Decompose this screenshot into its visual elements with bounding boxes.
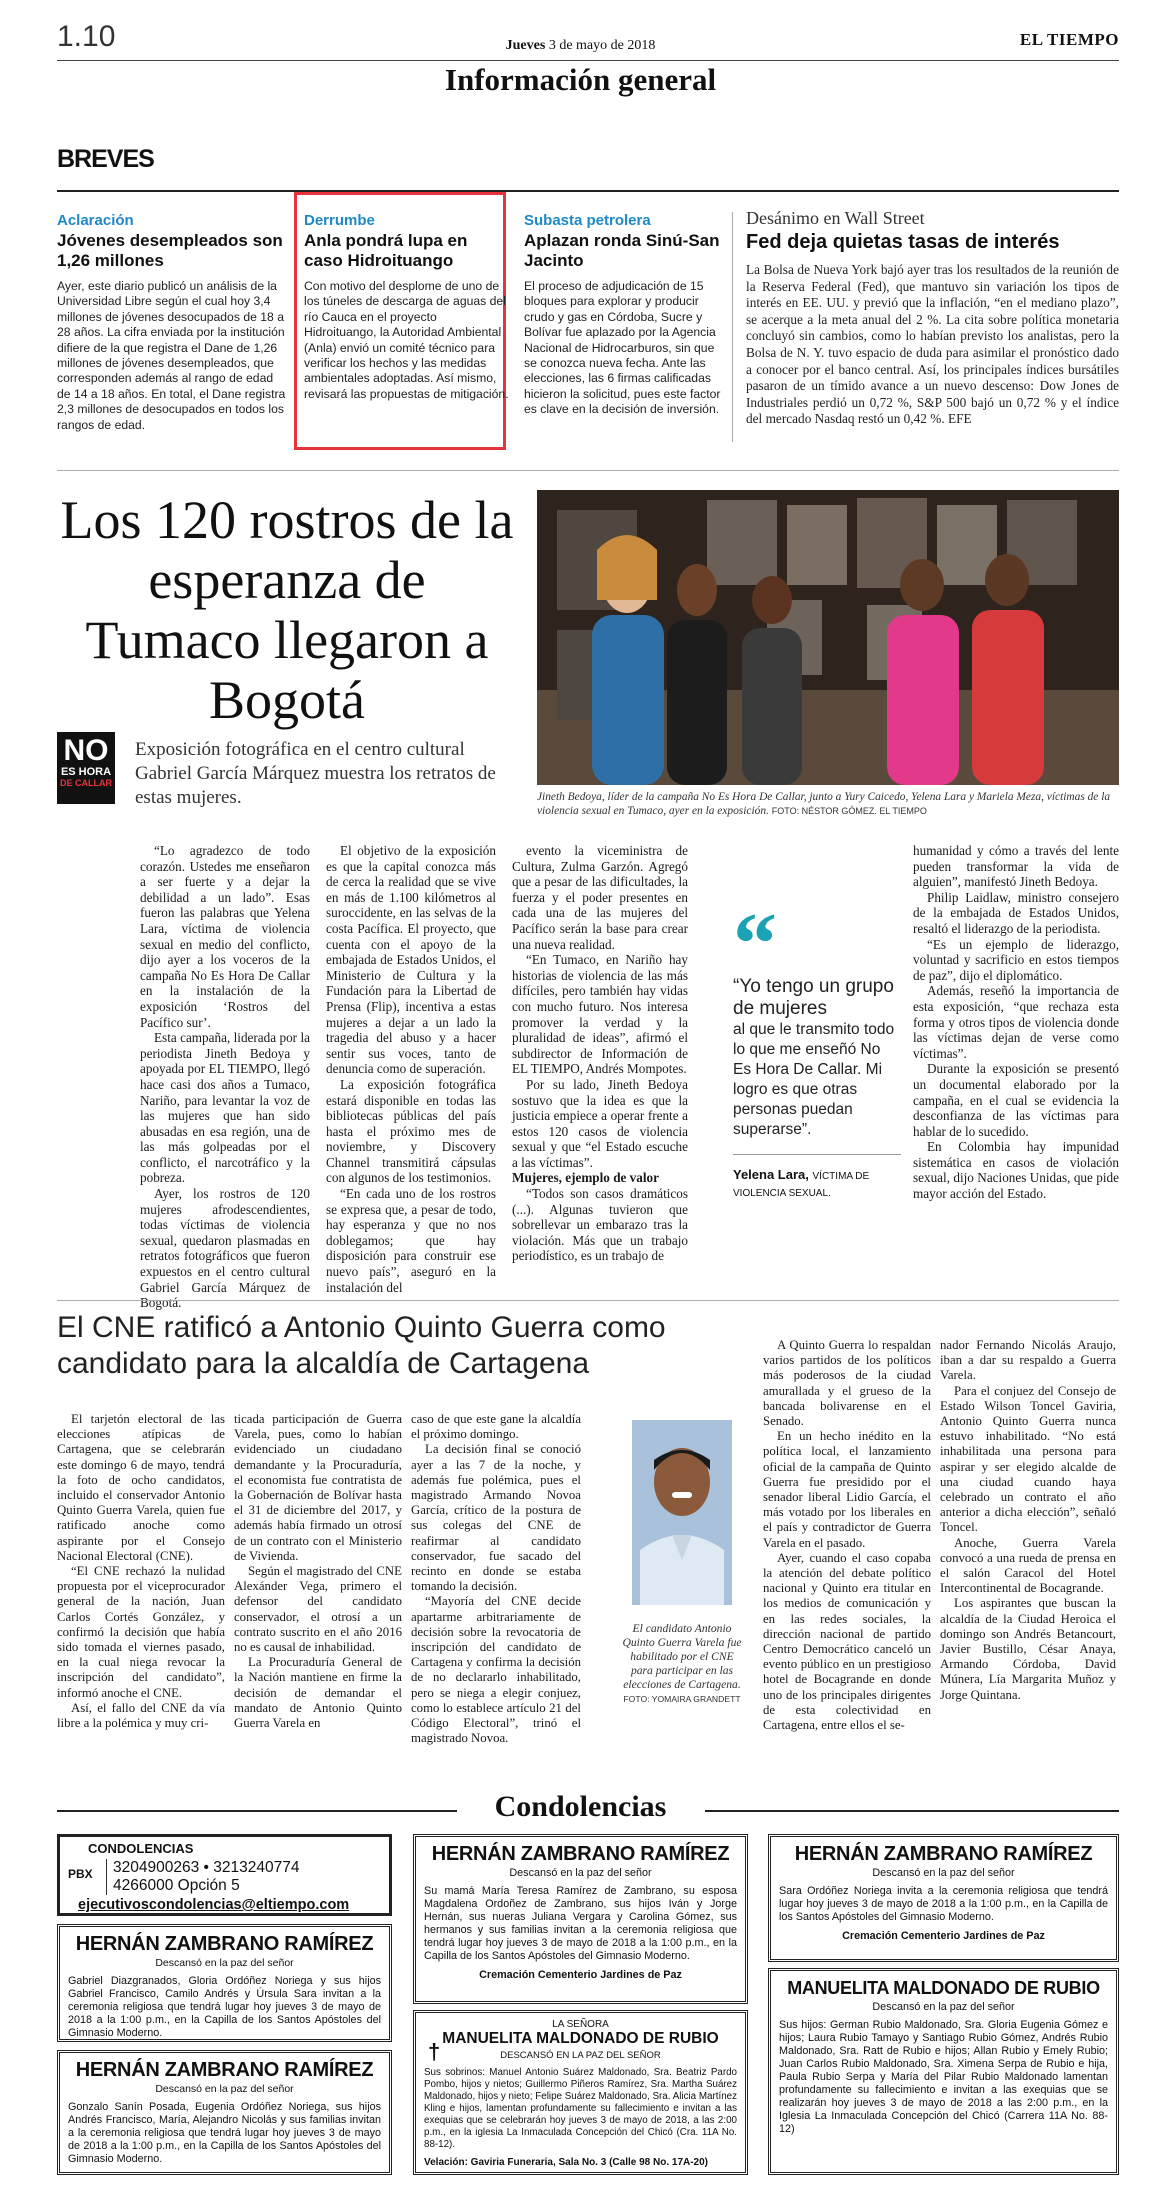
feature-subtitle: Exposición fotográfica en el centro cultural Gabriel García Márquez muestra los retratos de estas mujeres. <box>135 739 496 808</box>
obituary-label: LA SEÑORA <box>552 2019 609 2030</box>
brief-separator <box>732 212 733 442</box>
paragraph: La Procuraduría General de la Nación mantiene en firme la decisión de demandar el mandato de Antonio Quinto Guerra Varela en <box>234 1655 402 1731</box>
quote-icon: “ <box>733 896 777 993</box>
paragraph: Además, reseñó la importancia de esta exposición, “que rechaza esta forma y otros tipos de violencia donde las víctimas dejan de verse como víctimas”. <box>913 983 1119 1061</box>
logo-line-1: NO <box>63 734 109 767</box>
brief-body: La Bolsa de Nueva York bajó ayer tras los resultados de la reunión de la Reserva Federal (Fed), que mantuvo sin variación los tipos de interés en EE. UU. y previó que la inflación, “en el mediano plazo”, se acerque a la meta anual del 2 %. La cita sobre política monetaria concluyó sin cambios, como lo habían previsto los analistas, pero la Bolsa de N. Y. tuvo espacio de duda para asimilar el pronóstico dado a conocer por el banco central. Así, los principales índices bursátiles pasaron de un tímido avance a un nuevo descenso: Dow Jones de Industriales perdió un 0,72 %, S&P 500 bajó un 0,72 % y el índice del mercado Nasdaq restó un 0,42 %. EFE <box>746 262 1119 427</box>
obituary-text: Sus sobrinos: Manuel Antonio Suárez Maldonado, Sra. Beatriz Pardo Pombo, hijos y nietos; Guillermo Piñeros Ramírez, Sra. Martha Suárez Maldonado, hijos y nieto; Felipe Suárez Maldonado, Sra. Alicia Martínez Kling e hijos, lamentan profundamente su fallecimiento e invitan a las exequias que se celebrarán hoy jueves 3 de mayo de 2018, a las 2:00 p.m., en la iglesia La Inmaculada Concepción del Chicó (Cra. 11A No. 88-12). <box>424 2067 737 2150</box>
header-rule <box>57 60 1119 61</box>
paragraph: A Quinto Guerra lo respaldan varios partidos de los políticos más poderosos de la ciudad amurallada y el grueso de la bancada bolivarense en el Senado. <box>763 1338 931 1429</box>
obituary-text: Gabriel Diazgranados, Gloria Ordóñez Noriega y sus hijos Gabriel Francisco, Camilo Andrés y Úrsula Sara invitan a la ceremonia religiosa que tendrá lugar hoy jueves 3 de mayo de 2018 a la 1:00 p.m., en la Capilla de los Santos Apóstoles del Gimnasio Moderno. <box>68 1975 381 2039</box>
obituary-name: HERNÁN ZAMBRANO RAMÍREZ <box>431 1843 730 1865</box>
paragraph: Durante la exposición se presentó un documental elaborado por la campaña, en el cual se evidencia la desconfianza de las víctimas para hablar de lo sucedido. <box>913 1061 1119 1139</box>
photo-credit: FOTO: NÉSTOR GÓMEZ. EL TIEMPO <box>771 806 927 816</box>
date-day: Jueves <box>505 38 546 53</box>
paragraph: Ayer, cuando el caso copaba la atención del debate político nacional y Quinto era titular en los medios de comunicación y en las redes sociales, la dirección nacional de partido Centro Democrático canceló un evento público en un prestigioso hotel de Bocagrande en donde uno de los principales dirigentes de esta colectividad en Cartagena, entre ellos el se- <box>763 1550 931 1733</box>
obituary-rest: Descansó en la paz del señor <box>872 2001 1015 2013</box>
no-es-hora-logo <box>57 732 115 804</box>
obituary-notice <box>413 2010 748 2175</box>
paragraph: Así, el fallo del CNE da vía libre a la polémica y muy cri- <box>57 1700 225 1731</box>
quote-text: al que le transmito todo lo que me enseñó No Es Hora De Callar. Mi logro es que otras personas puedan superarse”. <box>733 1021 895 1138</box>
exhibition-photo <box>537 490 1119 785</box>
candidate-photo <box>632 1420 732 1605</box>
brief-kicker: Desánimo en Wall Street <box>746 208 925 228</box>
pbx-label: PBX <box>68 1867 93 1881</box>
contact-phones <box>106 1859 299 1895</box>
obituary-notice <box>57 1924 392 2042</box>
obituary-rest: Descansó en la paz del señor <box>155 2083 294 2095</box>
article-rule <box>57 1300 1119 1301</box>
brief-body: Ayer, este diario publicó un análisis de la Universidad Libre según el cual hoy 3,4 millones de jóvenes desocupados de 18 a 28 años. La cifra enviada por la institución difiere de la que registra el Dane de 1,26 millones de jóvenes desempleados, que corresponden además al rango de edad de 14 a 18 años. En total, el Dane registra 2,3 millones de desocupados en todos los rangos de edad. <box>57 279 286 432</box>
breves-title: BREVES <box>57 145 154 173</box>
date-rest: 3 de mayo de 2018 <box>548 38 656 53</box>
paragraph: nador Fernando Nicolás Araujo, iban a dar su respaldo a Guerra Varela. <box>940 1338 1116 1383</box>
paragraph: “Mayoría del CNE decide apartarme arbitrariamente de decisión sobre la revocatoria de inscripción del candidato de Cartagena y confirma la decisión de no declararlo inhabilitado, pero se niega a elegir conjuez, como lo establece artículo 21 del Código Electoral”, trinó el magistrado Novoa. <box>411 1594 581 1746</box>
condolencias-contact-box <box>57 1834 392 1916</box>
breves-bottom-rule <box>57 470 1119 471</box>
obituary-place: Cremación Cementerio Jardines de Paz <box>842 1930 1045 1942</box>
paragraph: El tarjetón electoral de las elecciones atípicas de Cartagena, que se celebrarán este domingo 6 de mayo, tendrá la foto de ocho candidatos, incluido el conservador Antonio Quinto Guerra Varela, quien fue ratificado anoche como aspirante por el Consejo Nacional Electoral (CNE). <box>57 1412 225 1563</box>
obituary-text: Sara Ordóñez Noriega invita a la ceremonia religiosa que tendrá lugar hoy jueves 3 de mayo de 2018 a la 1:00 p.m., en la Capilla de los Santos Apóstoles del Gimnasio Moderno. <box>779 1885 1108 1923</box>
obituary-text: Gonzalo Sanín Posada, Eugenia Ordóñez Noriega, sus hijos Andrés Francisco, María, Alejandro Nicolás y sus familias invitan a la ceremonia religiosa que tendrá lugar hoy jueves 3 de mayo de 2018 a la 1:00 p.m., en la Capilla de los Santos Apóstoles del Gimnasio Moderno. <box>68 2101 381 2165</box>
paragraph: “Todos son casos dramáticos (...). Algunas tuvieron que sobrellevar un embarazo tras la violación. Más que un trabajo periodístico, es un trabajo de <box>512 1186 688 1264</box>
brief-body: Con motivo del desplome de uno de los túneles de descarga de aguas del río Cauca en el proyecto Hidroituango, la Autoridad Ambiental (Anla) envió un comité técnico para verificar los hechos y las medidas ambientales adoptadas. Así mismo, revisará las propuestas de mitigación. <box>304 279 509 401</box>
paragraph: “En Tumaco, en Nariño hay historias de violencia de las más difíciles, pero también hay vidas con mucho futuro. Nos interesa promover la verdad y la pluralidad de ideas”, afirmó el subdirector de Información de EL TIEMPO, Andrés Mompotes. <box>512 952 688 1077</box>
paragraph: caso de que este gane la alcaldía el próximo domingo. <box>411 1412 581 1442</box>
page-date <box>0 38 1161 54</box>
brief-item-wallstreet <box>746 208 1119 428</box>
photo-caption-text: Jineth Bedoya, líder de la campaña No Es Hora De Callar, junto a Yury Caicedo, Yelena Lara y Mariela Meza, víctimas de la violencia sexual en Tumaco, ayer en la exposición. <box>537 791 1111 817</box>
quote-attribution <box>733 1154 901 1201</box>
brief-headline: Fed deja quietas tasas de interés <box>746 231 1060 253</box>
paragraph: Ayer, los rostros de 120 mujeres afrodescendientes, todas víctimas de violencia sexual, quedaron plasmadas en retratos fotográficos que fueron expuestos en el centro cultural Gabriel García Márquez de Bogotá. <box>140 1186 310 1311</box>
paragraph: Para el conjuez del Consejo de Estado Wilson Toncel Gaviria, Antonio Quinto Guerra nunca estuvo inhabilitado. “No está inhabilitada una persona para aspirar y ser elegido alcalde de una ciudad cuando haya celebrado un contrato el año anterior a dicha elección”, señaló Toncel. <box>940 1383 1116 1535</box>
obituary-name: MANUELITA MALDONADO DE RUBIO <box>787 1978 1100 1998</box>
contact-email[interactable]: ejecutivoscondolencias@eltiempo.com <box>78 1897 350 1913</box>
obituary-name: HERNÁN ZAMBRANO RAMÍREZ <box>75 2059 374 2081</box>
logo-line-2: ES HORA <box>60 766 112 778</box>
obituary-rest: Descansó en la paz del señor <box>509 1867 652 1879</box>
obituary-rest: Descansó en la paz del señor <box>155 1957 294 1969</box>
feature-column-3 <box>512 843 688 1264</box>
obituary-text: Su mamá María Teresa Ramírez de Zambrano, su esposa Magdalena Ordoñez de Zambrano, sus hijos Iván y Jorge Hernán, sus nueras Juliana Vergara y Carolina Gómez, sus hermanos y sus familias invitan a la ceremonia religiosa que tendrá lugar hoy jueves 3 de mayo de 2018 a la 1:00 p.m., en la Capilla de los Santos Apóstoles del Gimnasio Moderno. <box>424 1885 737 1962</box>
feature-headline: Los 120 rostros de la esperanza de Tumaco llegaron a Bogotá <box>60 490 514 730</box>
candidate-caption <box>618 1622 746 1706</box>
brief-headline: Aplazan ronda Sinú-San Jacinto <box>524 231 720 270</box>
cne-column-1 <box>57 1412 225 1731</box>
paragraph: “En cada uno de los rostros se expresa que, a pesar de todo, hay esperanza y que no nos doblegamos; que hay disposición para construir ese nuevo país”, aseguró en la instalación del <box>326 1186 496 1295</box>
paragraph: La exposición fotográfica estará disponible en todas las bibliotecas públicas del país hasta el próximo mes de noviembre, y Discovery Channel transmitirá cápsulas con algunos de los testimonios. <box>326 1076 496 1186</box>
cne-column-2 <box>234 1412 402 1731</box>
paragraph: En Colombia hay impunidad sistemática en casos de violación sexual, dijo Naciones Unidas, que pide mayor acción del Estado. <box>913 1139 1119 1202</box>
logo-line-3: DE CALLAR <box>60 778 112 788</box>
feature-column-1 <box>140 843 310 1311</box>
paragraph: Esta campaña, liderada por la periodista Jineth Bedoya y apoyada por EL TIEMPO, llegó hace casi dos años a Tumaco, Nariño, para levantar la voz de las mujeres que han sido abusadas en esa región, una de las más golpeadas por el conflicto, el narcotráfico y la pobreza. <box>140 1030 310 1186</box>
subheading: Mujeres, ejemplo de valor <box>512 1170 659 1186</box>
brief-kicker: Subasta petrolera <box>524 212 651 229</box>
candidate-caption-text: El candidato Antonio Quinto Guerra Varela fue habilitado por el CNE para participar en las elecciones de Cartagena. <box>622 1622 742 1691</box>
obituary-notice <box>768 1968 1119 2175</box>
obituary-notice <box>57 2050 392 2175</box>
paragraph: evento la viceministra de Cultura, Zulma Garzón. Agregó que a pesar de las dificultades, la fuerza y el poder presentes en cada una de las mujeres del Pacífico serán la base para crear una nueva realidad. <box>512 843 688 952</box>
phone-line-2: 4266000 Opción 5 <box>113 1877 240 1894</box>
paragraph: El objetivo de la exposición es que la capital conozca más de cerca la realidad que se vive en más de 1.100 kilómetros al suroccidente, en las selvas de la costa Pacífica. El proyecto, que cuenta con el apoyo de la embajada de Estados Unidos, el Ministerio de Cultura y la Fundación para la Libertad de Prensa (Flip), incentiva a estas mujeres a dejar a un lado la tragedia del abuso y a hacer sentir sus voces, tanto de denuncia como de superación. <box>326 843 496 1077</box>
quote-author: Yelena Lara, <box>733 1167 809 1182</box>
quote-lead: “Yo tengo un grupo de mujeres <box>733 976 894 1019</box>
brief-item <box>524 212 724 418</box>
paragraph: “Es un ejemplo de liderazgo, voluntad y sacrificio en estos tiempos de paz”, dijo el diplomático. <box>913 936 1119 983</box>
quote-role: VÍCTIMA DE VIOLENCIA SEXUAL. <box>733 1171 870 1199</box>
paragraph: Anoche, Guerra Varela convocó a una rueda de prensa en el salón Caracol del Hotel Intercontinental de Bocagrande. <box>940 1535 1116 1596</box>
obituary-place: Cremación Cementerio Jardines de Paz <box>479 1969 682 1981</box>
obituary-name: HERNÁN ZAMBRANO RAMÍREZ <box>75 1933 374 1955</box>
brief-kicker: Derrumbe <box>304 212 375 229</box>
feature-column-2 <box>326 843 496 1295</box>
candidate-photo-credit: FOTO: YOMAIRA GRANDETT <box>623 1694 741 1704</box>
paragraph: Philip Laidlaw, ministro consejero de la embajada de Estados Unidos, resaltó el liderazgo de la periodista. <box>913 889 1119 936</box>
contact-title: CONDOLENCIAS <box>88 1841 194 1856</box>
brief-kicker: Aclaración <box>57 212 134 229</box>
brief-item <box>57 212 287 433</box>
brief-headline: Jóvenes desempleados son 1,26 millones <box>57 231 283 270</box>
obituary-notice <box>768 1834 1119 1962</box>
condolencias-title: Condolencias <box>494 1790 667 1823</box>
paragraph: ticada participación de Guerra Varela, pues, como lo habían evidenciado un ciudadano demandante y la Procuraduría, el economista fue contratista de la Gobernación de Bolívar hasta el 31 de diciembre del 2017, y además había firmado un otrosí de un contrato con el Ministerio de Vivienda. <box>234 1412 402 1563</box>
paragraph: “El CNE rechazó la nulidad propuesta por el viceprocurador general de la nación, Juan Carlos Cortés González, y confirmó la decisión que había sido tomada el viernes pasado, en la cual niega revocar la inscripción del candidato”, informó anoche el CNE. <box>57 1564 225 1700</box>
cne-column-5 <box>940 1338 1116 1703</box>
cne-column-4 <box>763 1338 931 1733</box>
cne-headline: El CNE ratificó a Antonio Quinto Guerra como candidato para la alcaldía de Cartagena <box>57 1311 666 1380</box>
obituary-name: HERNÁN ZAMBRANO RAMÍREZ <box>794 1843 1093 1865</box>
obituary-rest: DESCANSÓ EN LA PAZ DEL SEÑOR <box>500 2050 661 2061</box>
paragraph: En un hecho inédito en la política local, el lanzamiento oficial de la campaña de Quinto Guerra fue presidido por el senador liberal Lidio García, el más votado por los liberales en el país y contradictor de Guerra Varela en el pasado. <box>763 1429 931 1550</box>
paragraph: Por su lado, Jineth Bedoya sostuvo que la idea es que la justicia empiece a operar frente a estos 120 casos de violencia sexual y que “el Estado escuche a las víctimas”. <box>512 1076 688 1170</box>
newspaper-logo: EL TIEMPO <box>1019 30 1119 49</box>
cross-icon: † <box>428 2039 441 2064</box>
phone-line-1: 3204900263 • 3213240774 <box>113 1859 300 1876</box>
brief-item <box>304 212 510 402</box>
paragraph: “Lo agradezco de todo corazón. Ustedes me enseñaron a ser fuerte y a dejar la debilidad a un lado”. Esas fueron las palabras que Yelena Lara, víctima de violencia sexual en medio del conflicto, dijo ayer a los voceros de la campaña No Es Hora De Callar en la instalación de la exposición ‘Rostros del Pacífico sur’. <box>140 843 310 1030</box>
obituary-name: MANUELITA MALDONADO DE RUBIO <box>442 2030 719 2047</box>
brief-headline: Anla pondrá lupa en caso Hidroituango <box>304 231 468 270</box>
section-title: Información general <box>444 62 717 97</box>
obituary-text: Sus hijos: German Rubio Maldonado, Sra. Gloria Eugenia Gómez e hijos; Laura Rubio Tamayo y Santiago Rubio Gómez, Andrés Rubio Maldonado, Sra. Ratt de Rubio e hijos; Allan Rubio y Emely Rubio; Juan Carlos Rubio Maldonado, Sra. Ximena Serpa de Rubio e hija, Paula Rubio Serpa y María del Pilar Rubio Maldonado lamentan profundamente su fallecimiento e invitan a las exequias que se realizarán hoy jueves 3 de mayo de 2018 a las 2:00 p.m., en la Iglesia La Inmaculada Concepción del Chicó (Carrera 11A No. 88-12) <box>779 2019 1108 2135</box>
page-number: 1.10 <box>57 20 116 53</box>
paragraph: Los aspirantes que buscan la alcaldía de la Ciudad Heroica el domingo son Andrés Betancourt, Javier Bustillo, César Anaya, Armando Córdoba, David Múnera, Lía Margarita Muñoz y Jorge Quintana. <box>940 1596 1116 1702</box>
paragraph: La decisión final se conoció ayer a las 7 de la noche, y además fue polémica, pues el magistrado Armando Novoa García, crítico de la postura de sus colegas del CNE de reafirmar al candidato conservador, fue sacado del recinto en donde se estaba tomando la decisión. <box>411 1442 581 1594</box>
obituary-place: Velación: Gaviria Funeraria, Sala No. 3 (Calle 98 No. 17A-20) <box>424 2157 709 2168</box>
feature-column-4 <box>913 843 1119 1202</box>
obituary-notice <box>413 1834 748 2004</box>
paragraph: humanidad y cómo a través del lente pueden transformar la vida de alguien”, manifestó Jineth Bedoya. <box>913 843 1119 890</box>
breves-rule <box>57 190 1119 192</box>
pull-quote <box>733 896 901 1201</box>
paragraph: Según el magistrado del CNE Alexánder Vega, primero el defensor del candidato conservador, el otrosí a un contrato suscrito en el año 2016 no es causal de inhabilidad. <box>234 1564 402 1655</box>
condolencias-rule-right <box>705 1810 1119 1812</box>
cne-column-3 <box>411 1412 581 1746</box>
photo-caption <box>537 790 1119 818</box>
obituary-rest: Descansó en la paz del señor <box>872 1867 1015 1879</box>
brief-body: El proceso de adjudicación de 15 bloques para explorar y producir crudo y gas en Córdoba, Sucre y Bolívar fue aplazado por la Agencia Nacional de Hidrocarburos, sin que se conozca nueva fecha. Ante las elecciones, las 6 firmas calificadas hicieron la solicitud, pues este factor es clave en la decisión de inversión. <box>524 279 721 417</box>
